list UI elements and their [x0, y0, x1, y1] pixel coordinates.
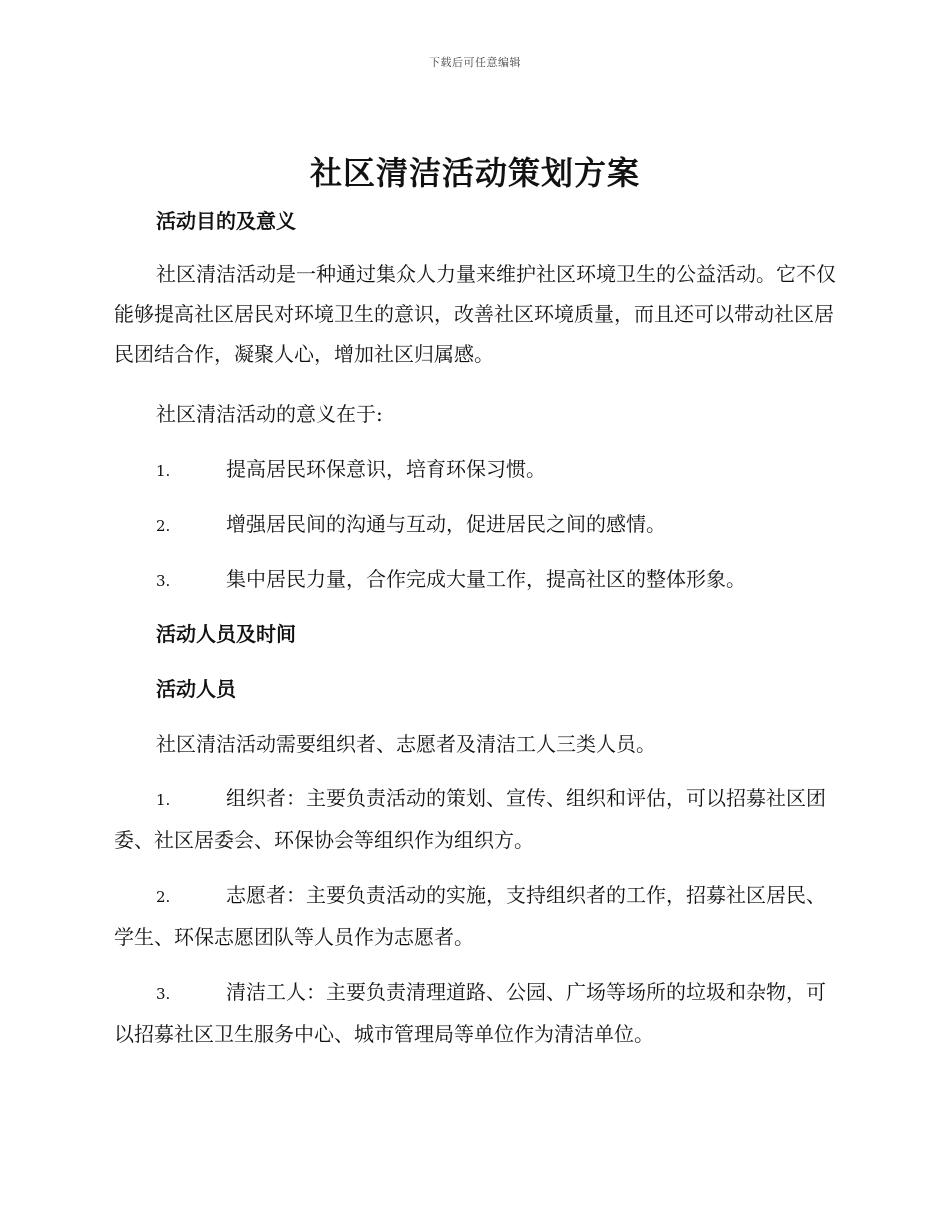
list-item-text: 增强居民间的沟通与互动，促进居民之间的感情。	[226, 512, 666, 536]
list-number: 1.	[156, 791, 171, 809]
list-item	[114, 504, 836, 546]
list-number: 3.	[156, 985, 171, 1003]
list-item-text: 清洁工人：主要负责清理道路、公园、广场等场所的垃圾和杂物，可以招募社区卫生服务中心、城市管理局等单位作为清洁单位。	[114, 980, 826, 1046]
list-number: 2.	[156, 517, 171, 535]
section-heading-purpose: 活动目的及意义	[156, 209, 296, 233]
paragraph-personnel-intro: 社区清洁活动需要组织者、志愿者及清洁工人三类人员。	[156, 732, 656, 756]
paragraph-significance-lead: 社区清洁活动的意义在于:	[156, 402, 383, 426]
subsection-heading-personnel: 活动人员	[156, 677, 236, 701]
list-item-text: 提高居民环保意识，培育环保习惯。	[226, 457, 546, 481]
list-item-text: 集中居民力量，合作完成大量工作，提高社区的整体形象。	[226, 567, 746, 591]
list-number: 1.	[156, 462, 171, 480]
header-note: 下载后可任意编辑	[429, 56, 521, 69]
list-item	[114, 778, 836, 860]
list-number: 2.	[156, 888, 171, 906]
document-title: 社区清洁活动策划方案	[309, 154, 640, 192]
list-item	[114, 559, 836, 601]
list-item	[114, 972, 836, 1054]
list-number: 3.	[156, 572, 171, 590]
list-item	[114, 875, 836, 957]
paragraph-intro: 社区清洁活动是一种通过集众人力量来维护社区环境卫生的公益活动。它不仅能够提高社区居民对环境卫生的意识，改善社区环境质量，而且还可以带动社区居民团结合作，凝聚人心，增加社区归属感。	[114, 262, 836, 366]
list-item	[114, 449, 836, 491]
list-item-text: 组织者：主要负责活动的策划、宣传、组织和评估，可以招募社区团委、社区居委会、环保协会等组织作为组织方。	[114, 786, 826, 852]
list-item-text: 志愿者：主要负责活动的实施，支持组织者的工作，招募社区居民、学生、环保志愿团队等人员作为志愿者。	[114, 883, 826, 949]
section-heading-personnel-time: 活动人员及时间	[156, 622, 296, 646]
